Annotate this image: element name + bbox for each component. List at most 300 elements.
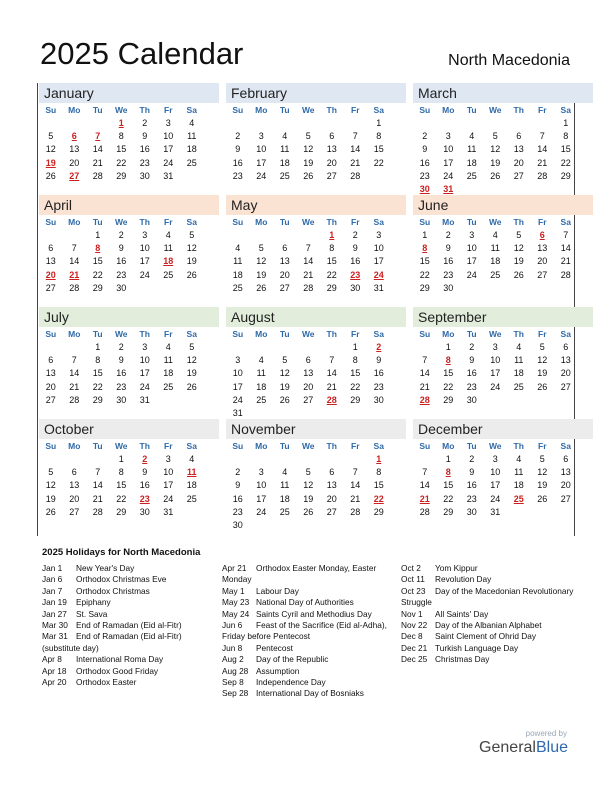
day-cell[interactable]: 22 bbox=[373, 493, 384, 504]
day-cell[interactable]: 10 bbox=[256, 480, 267, 491]
day-cell[interactable]: 11 bbox=[186, 467, 197, 478]
day-cell[interactable]: 21 bbox=[326, 381, 337, 392]
day-cell[interactable]: 16 bbox=[232, 493, 243, 504]
day-cell[interactable]: 17 bbox=[256, 493, 267, 504]
day-cell[interactable]: 8 bbox=[563, 131, 569, 142]
day-cell[interactable]: 1 bbox=[329, 230, 335, 240]
day-cell[interactable]: 28 bbox=[560, 269, 571, 280]
day-cell[interactable]: 7 bbox=[539, 131, 545, 142]
day-cell[interactable]: 12 bbox=[45, 480, 56, 491]
day-cell[interactable]: 6 bbox=[539, 230, 545, 240]
day-cell[interactable]: 18 bbox=[466, 157, 477, 168]
day-cell[interactable]: 16 bbox=[443, 256, 454, 267]
day-cell[interactable]: 1 bbox=[563, 118, 569, 128]
day-cell[interactable]: 12 bbox=[303, 480, 314, 491]
day-cell[interactable]: 5 bbox=[305, 467, 311, 478]
day-cell[interactable]: 19 bbox=[256, 269, 267, 280]
day-cell[interactable]: 3 bbox=[142, 342, 148, 352]
day-cell[interactable]: 18 bbox=[256, 381, 267, 392]
day-cell[interactable]: 28 bbox=[537, 170, 548, 181]
day-cell[interactable]: 7 bbox=[563, 230, 569, 240]
day-cell[interactable]: 4 bbox=[282, 131, 288, 142]
day-cell[interactable]: 29 bbox=[373, 506, 384, 517]
day-cell[interactable]: 12 bbox=[256, 256, 267, 267]
day-cell[interactable]: 14 bbox=[69, 256, 80, 267]
day-cell[interactable]: 19 bbox=[537, 480, 548, 491]
day-cell[interactable]: 13 bbox=[279, 256, 290, 267]
day-cell[interactable]: 12 bbox=[537, 467, 548, 478]
day-cell[interactable]: 27 bbox=[326, 170, 337, 181]
day-cell[interactable]: 15 bbox=[116, 144, 127, 155]
day-cell[interactable]: 31 bbox=[163, 170, 174, 181]
day-cell[interactable]: 10 bbox=[139, 355, 150, 366]
day-cell[interactable]: 29 bbox=[116, 170, 127, 181]
day-cell[interactable]: 6 bbox=[516, 131, 522, 142]
day-cell[interactable]: 19 bbox=[45, 157, 56, 168]
day-cell[interactable]: 28 bbox=[69, 282, 80, 293]
day-cell[interactable]: 12 bbox=[279, 368, 290, 379]
day-cell[interactable]: 4 bbox=[258, 355, 264, 366]
day-cell[interactable]: 17 bbox=[490, 480, 501, 491]
day-cell[interactable]: 12 bbox=[513, 243, 524, 254]
day-cell[interactable]: 16 bbox=[116, 368, 127, 379]
day-cell[interactable]: 5 bbox=[539, 454, 545, 464]
day-cell[interactable]: 7 bbox=[422, 355, 428, 366]
day-cell[interactable]: 21 bbox=[350, 493, 361, 504]
day-cell[interactable]: 24 bbox=[163, 157, 174, 168]
day-cell[interactable]: 4 bbox=[469, 131, 475, 142]
day-cell[interactable]: 24 bbox=[163, 493, 174, 504]
day-cell[interactable]: 6 bbox=[563, 342, 569, 352]
day-cell[interactable]: 15 bbox=[443, 480, 454, 491]
day-cell[interactable]: 5 bbox=[48, 467, 54, 478]
day-cell[interactable]: 14 bbox=[560, 243, 571, 254]
day-cell[interactable]: 3 bbox=[165, 454, 171, 464]
day-cell[interactable]: 13 bbox=[560, 355, 571, 366]
day-cell[interactable]: 12 bbox=[490, 144, 501, 155]
day-cell[interactable]: 26 bbox=[513, 269, 524, 280]
day-cell[interactable]: 8 bbox=[376, 467, 382, 478]
day-cell[interactable]: 16 bbox=[419, 157, 430, 168]
day-cell[interactable]: 9 bbox=[118, 355, 124, 366]
day-cell[interactable]: 1 bbox=[118, 454, 124, 464]
day-cell[interactable]: 8 bbox=[445, 467, 451, 478]
day-cell[interactable]: 11 bbox=[280, 144, 290, 155]
day-cell[interactable]: 28 bbox=[326, 394, 337, 405]
day-cell[interactable]: 21 bbox=[92, 157, 103, 168]
day-cell[interactable]: 26 bbox=[256, 282, 267, 293]
day-cell[interactable]: 20 bbox=[326, 157, 337, 168]
day-cell[interactable]: 30 bbox=[373, 394, 384, 405]
day-cell[interactable]: 22 bbox=[443, 493, 454, 504]
day-cell[interactable]: 12 bbox=[45, 144, 56, 155]
day-cell[interactable]: 16 bbox=[232, 157, 243, 168]
day-cell[interactable]: 22 bbox=[92, 381, 103, 392]
day-cell[interactable]: 2 bbox=[376, 342, 382, 352]
day-cell[interactable]: 28 bbox=[69, 394, 80, 405]
day-cell[interactable]: 17 bbox=[373, 256, 384, 267]
day-cell[interactable]: 23 bbox=[116, 269, 127, 280]
day-cell[interactable]: 22 bbox=[116, 157, 127, 168]
day-cell[interactable]: 20 bbox=[513, 157, 524, 168]
day-cell[interactable]: 24 bbox=[139, 381, 150, 392]
day-cell[interactable]: 14 bbox=[92, 144, 103, 155]
day-cell[interactable]: 13 bbox=[326, 144, 337, 155]
day-cell[interactable]: 23 bbox=[139, 157, 150, 168]
day-cell[interactable]: 30 bbox=[139, 506, 150, 517]
day-cell[interactable]: 28 bbox=[350, 170, 361, 181]
day-cell[interactable]: 9 bbox=[235, 480, 241, 491]
day-cell[interactable]: 30 bbox=[419, 183, 430, 194]
day-cell[interactable]: 19 bbox=[186, 368, 197, 379]
day-cell[interactable]: 27 bbox=[303, 394, 314, 405]
day-cell[interactable]: 22 bbox=[560, 157, 571, 168]
day-cell[interactable]: 2 bbox=[445, 230, 451, 240]
day-cell[interactable]: 24 bbox=[256, 170, 267, 181]
day-cell[interactable]: 19 bbox=[537, 368, 548, 379]
day-cell[interactable]: 3 bbox=[235, 355, 241, 366]
day-cell[interactable]: 5 bbox=[48, 131, 54, 142]
day-cell[interactable]: 18 bbox=[186, 144, 197, 155]
day-cell[interactable]: 26 bbox=[186, 381, 197, 392]
day-cell[interactable]: 22 bbox=[350, 381, 361, 392]
day-cell[interactable]: 10 bbox=[443, 144, 454, 155]
day-cell[interactable]: 23 bbox=[466, 493, 477, 504]
day-cell[interactable]: 31 bbox=[373, 282, 384, 293]
day-cell[interactable]: 28 bbox=[92, 506, 103, 517]
day-cell[interactable]: 16 bbox=[350, 256, 361, 267]
day-cell[interactable]: 26 bbox=[303, 170, 314, 181]
day-cell[interactable]: 1 bbox=[376, 118, 382, 128]
day-cell[interactable]: 15 bbox=[116, 480, 127, 491]
day-cell[interactable]: 25 bbox=[490, 269, 501, 280]
day-cell[interactable]: 6 bbox=[48, 355, 54, 366]
day-cell[interactable]: 10 bbox=[232, 368, 243, 379]
brand-logo[interactable] bbox=[479, 739, 568, 757]
day-cell[interactable]: 27 bbox=[279, 282, 290, 293]
day-cell[interactable]: 7 bbox=[422, 467, 428, 478]
day-cell[interactable]: 5 bbox=[189, 342, 195, 352]
day-cell[interactable]: 7 bbox=[305, 243, 311, 254]
day-cell[interactable]: 17 bbox=[163, 480, 174, 491]
day-cell[interactable]: 24 bbox=[256, 506, 267, 517]
day-cell[interactable]: 29 bbox=[116, 506, 127, 517]
day-cell[interactable]: 13 bbox=[326, 480, 337, 491]
day-cell[interactable]: 18 bbox=[186, 480, 197, 491]
day-cell[interactable]: 27 bbox=[45, 394, 56, 405]
day-cell[interactable]: 25 bbox=[513, 381, 524, 392]
day-cell[interactable]: 21 bbox=[537, 157, 548, 168]
day-cell[interactable]: 1 bbox=[118, 118, 124, 128]
day-cell[interactable]: 2 bbox=[235, 131, 241, 142]
day-cell[interactable]: 10 bbox=[373, 243, 384, 254]
day-cell[interactable]: 28 bbox=[92, 170, 103, 181]
day-cell[interactable]: 27 bbox=[560, 493, 571, 504]
day-cell[interactable]: 7 bbox=[95, 131, 101, 142]
day-cell[interactable]: 11 bbox=[187, 131, 197, 142]
day-cell[interactable]: 22 bbox=[419, 269, 430, 280]
day-cell[interactable]: 17 bbox=[232, 381, 243, 392]
day-cell[interactable]: 14 bbox=[303, 256, 314, 267]
day-cell[interactable]: 22 bbox=[326, 269, 337, 280]
day-cell[interactable]: 7 bbox=[352, 131, 358, 142]
day-cell[interactable]: 5 bbox=[539, 342, 545, 352]
day-cell[interactable]: 15 bbox=[443, 368, 454, 379]
day-cell[interactable]: 31 bbox=[139, 394, 150, 405]
day-cell[interactable]: 23 bbox=[466, 381, 477, 392]
day-cell[interactable]: 15 bbox=[92, 256, 103, 267]
day-cell[interactable]: 27 bbox=[560, 381, 571, 392]
day-cell[interactable]: 28 bbox=[419, 394, 430, 405]
day-cell[interactable]: 30 bbox=[232, 519, 243, 530]
day-cell[interactable]: 31 bbox=[232, 407, 243, 418]
day-cell[interactable]: 25 bbox=[279, 170, 290, 181]
day-cell[interactable]: 20 bbox=[279, 269, 290, 280]
day-cell[interactable]: 3 bbox=[258, 467, 264, 478]
day-cell[interactable]: 21 bbox=[303, 269, 314, 280]
day-cell[interactable]: 12 bbox=[537, 355, 548, 366]
day-cell[interactable]: 18 bbox=[163, 256, 174, 267]
day-cell[interactable]: 16 bbox=[466, 480, 477, 491]
day-cell[interactable]: 3 bbox=[142, 230, 148, 240]
day-cell[interactable]: 10 bbox=[139, 243, 150, 254]
day-cell[interactable]: 22 bbox=[373, 157, 384, 168]
day-cell[interactable]: 18 bbox=[513, 368, 524, 379]
day-cell[interactable]: 2 bbox=[352, 230, 358, 240]
day-cell[interactable]: 26 bbox=[45, 506, 56, 517]
day-cell[interactable]: 20 bbox=[45, 269, 56, 280]
day-cell[interactable]: 22 bbox=[116, 493, 127, 504]
day-cell[interactable]: 19 bbox=[45, 493, 56, 504]
day-cell[interactable]: 11 bbox=[467, 144, 477, 155]
day-cell[interactable]: 3 bbox=[258, 131, 264, 142]
day-cell[interactable]: 21 bbox=[92, 493, 103, 504]
day-cell[interactable]: 13 bbox=[560, 467, 571, 478]
day-cell[interactable]: 20 bbox=[45, 381, 56, 392]
day-cell[interactable]: 30 bbox=[466, 506, 477, 517]
day-cell[interactable]: 25 bbox=[256, 394, 267, 405]
day-cell[interactable]: 17 bbox=[139, 256, 150, 267]
day-cell[interactable]: 10 bbox=[490, 467, 501, 478]
day-cell[interactable]: 3 bbox=[492, 342, 498, 352]
day-cell[interactable]: 6 bbox=[48, 243, 54, 254]
day-cell[interactable]: 1 bbox=[445, 342, 451, 352]
day-cell[interactable]: 24 bbox=[373, 269, 384, 280]
day-cell[interactable]: 14 bbox=[69, 368, 80, 379]
day-cell[interactable]: 20 bbox=[560, 368, 571, 379]
day-cell[interactable]: 30 bbox=[466, 394, 477, 405]
day-cell[interactable]: 25 bbox=[186, 493, 197, 504]
day-cell[interactable]: 27 bbox=[513, 170, 524, 181]
day-cell[interactable]: 31 bbox=[490, 506, 501, 517]
day-cell[interactable]: 21 bbox=[350, 157, 361, 168]
day-cell[interactable]: 28 bbox=[350, 506, 361, 517]
day-cell[interactable]: 9 bbox=[352, 243, 358, 254]
day-cell[interactable]: 29 bbox=[560, 170, 571, 181]
day-cell[interactable]: 26 bbox=[279, 394, 290, 405]
day-cell[interactable]: 6 bbox=[282, 243, 288, 254]
day-cell[interactable]: 29 bbox=[326, 282, 337, 293]
day-cell[interactable]: 2 bbox=[118, 230, 124, 240]
day-cell[interactable]: 7 bbox=[95, 467, 101, 478]
day-cell[interactable]: 24 bbox=[490, 493, 501, 504]
day-cell[interactable]: 2 bbox=[142, 118, 148, 128]
day-cell[interactable]: 3 bbox=[445, 131, 451, 142]
day-cell[interactable]: 25 bbox=[513, 493, 524, 504]
day-cell[interactable]: 4 bbox=[282, 467, 288, 478]
day-cell[interactable]: 17 bbox=[139, 368, 150, 379]
day-cell[interactable]: 17 bbox=[163, 144, 174, 155]
day-cell[interactable]: 5 bbox=[492, 131, 498, 142]
day-cell[interactable]: 8 bbox=[118, 131, 124, 142]
day-cell[interactable]: 5 bbox=[258, 243, 264, 254]
day-cell[interactable]: 2 bbox=[142, 454, 148, 464]
day-cell[interactable]: 9 bbox=[142, 467, 148, 478]
day-cell[interactable]: 6 bbox=[329, 467, 335, 478]
day-cell[interactable]: 4 bbox=[235, 243, 241, 254]
day-cell[interactable]: 9 bbox=[445, 243, 451, 254]
day-cell[interactable]: 13 bbox=[69, 480, 80, 491]
day-cell[interactable]: 18 bbox=[513, 480, 524, 491]
day-cell[interactable]: 10 bbox=[163, 467, 174, 478]
day-cell[interactable]: 20 bbox=[69, 157, 80, 168]
day-cell[interactable]: 19 bbox=[186, 256, 197, 267]
day-cell[interactable]: 23 bbox=[232, 506, 243, 517]
day-cell[interactable]: 7 bbox=[352, 467, 358, 478]
day-cell[interactable]: 24 bbox=[232, 394, 243, 405]
day-cell[interactable]: 15 bbox=[373, 480, 384, 491]
day-cell[interactable]: 9 bbox=[235, 144, 241, 155]
day-cell[interactable]: 4 bbox=[165, 342, 171, 352]
day-cell[interactable]: 29 bbox=[443, 394, 454, 405]
day-cell[interactable]: 8 bbox=[376, 131, 382, 142]
day-cell[interactable]: 23 bbox=[232, 170, 243, 181]
day-cell[interactable]: 6 bbox=[563, 454, 569, 464]
day-cell[interactable]: 1 bbox=[95, 342, 101, 352]
day-cell[interactable]: 21 bbox=[69, 269, 80, 280]
day-cell[interactable]: 29 bbox=[443, 506, 454, 517]
day-cell[interactable]: 4 bbox=[189, 118, 195, 128]
day-cell[interactable]: 25 bbox=[163, 381, 174, 392]
day-cell[interactable]: 24 bbox=[490, 381, 501, 392]
day-cell[interactable]: 23 bbox=[116, 381, 127, 392]
day-cell[interactable]: 20 bbox=[326, 493, 337, 504]
day-cell[interactable]: 11 bbox=[163, 243, 173, 254]
day-cell[interactable]: 4 bbox=[516, 342, 522, 352]
day-cell[interactable]: 29 bbox=[350, 394, 361, 405]
day-cell[interactable]: 31 bbox=[443, 183, 454, 194]
day-cell[interactable]: 18 bbox=[163, 368, 174, 379]
day-cell[interactable]: 23 bbox=[443, 269, 454, 280]
day-cell[interactable]: 1 bbox=[445, 454, 451, 464]
day-cell[interactable]: 25 bbox=[186, 157, 197, 168]
day-cell[interactable]: 15 bbox=[326, 256, 337, 267]
day-cell[interactable]: 26 bbox=[186, 269, 197, 280]
day-cell[interactable]: 9 bbox=[422, 144, 428, 155]
day-cell[interactable]: 1 bbox=[352, 342, 358, 352]
day-cell[interactable]: 14 bbox=[537, 144, 548, 155]
day-cell[interactable]: 14 bbox=[350, 144, 361, 155]
day-cell[interactable]: 8 bbox=[422, 243, 428, 254]
day-cell[interactable]: 19 bbox=[303, 157, 314, 168]
day-cell[interactable]: 14 bbox=[419, 368, 430, 379]
day-cell[interactable]: 25 bbox=[232, 282, 243, 293]
day-cell[interactable]: 21 bbox=[560, 256, 571, 267]
day-cell[interactable]: 27 bbox=[326, 506, 337, 517]
day-cell[interactable]: 5 bbox=[305, 131, 311, 142]
day-cell[interactable]: 13 bbox=[45, 368, 56, 379]
day-cell[interactable]: 12 bbox=[303, 144, 314, 155]
day-cell[interactable]: 16 bbox=[466, 368, 477, 379]
day-cell[interactable]: 21 bbox=[419, 381, 430, 392]
day-cell[interactable]: 8 bbox=[95, 243, 101, 254]
day-cell[interactable]: 7 bbox=[71, 355, 77, 366]
day-cell[interactable]: 19 bbox=[279, 381, 290, 392]
day-cell[interactable]: 8 bbox=[445, 355, 451, 366]
day-cell[interactable]: 3 bbox=[165, 118, 171, 128]
day-cell[interactable]: 28 bbox=[303, 282, 314, 293]
day-cell[interactable]: 13 bbox=[45, 256, 56, 267]
day-cell[interactable]: 11 bbox=[490, 243, 500, 254]
day-cell[interactable]: 2 bbox=[422, 131, 428, 142]
day-cell[interactable]: 9 bbox=[142, 131, 148, 142]
day-cell[interactable]: 10 bbox=[490, 355, 501, 366]
day-cell[interactable]: 4 bbox=[492, 230, 498, 240]
day-cell[interactable]: 25 bbox=[163, 269, 174, 280]
day-cell[interactable]: 9 bbox=[118, 243, 124, 254]
day-cell[interactable]: 23 bbox=[373, 381, 384, 392]
day-cell[interactable]: 20 bbox=[69, 493, 80, 504]
day-cell[interactable]: 16 bbox=[373, 368, 384, 379]
day-cell[interactable]: 30 bbox=[116, 282, 127, 293]
day-cell[interactable]: 20 bbox=[560, 480, 571, 491]
day-cell[interactable]: 27 bbox=[537, 269, 548, 280]
day-cell[interactable]: 4 bbox=[189, 454, 195, 464]
day-cell[interactable]: 5 bbox=[516, 230, 522, 240]
day-cell[interactable]: 6 bbox=[305, 355, 311, 366]
day-cell[interactable]: 14 bbox=[92, 480, 103, 491]
day-cell[interactable]: 15 bbox=[560, 144, 571, 155]
day-cell[interactable]: 31 bbox=[163, 506, 174, 517]
day-cell[interactable]: 13 bbox=[513, 144, 524, 155]
day-cell[interactable]: 3 bbox=[376, 230, 382, 240]
day-cell[interactable]: 29 bbox=[92, 394, 103, 405]
day-cell[interactable]: 15 bbox=[419, 256, 430, 267]
day-cell[interactable]: 30 bbox=[350, 282, 361, 293]
day-cell[interactable]: 13 bbox=[303, 368, 314, 379]
day-cell[interactable]: 14 bbox=[419, 480, 430, 491]
day-cell[interactable]: 18 bbox=[490, 256, 501, 267]
day-cell[interactable]: 7 bbox=[329, 355, 335, 366]
day-cell[interactable]: 8 bbox=[95, 355, 101, 366]
day-cell[interactable]: 27 bbox=[69, 506, 80, 517]
day-cell[interactable]: 9 bbox=[469, 467, 475, 478]
day-cell[interactable]: 6 bbox=[71, 131, 77, 142]
day-cell[interactable]: 25 bbox=[279, 506, 290, 517]
day-cell[interactable]: 11 bbox=[256, 368, 266, 379]
day-cell[interactable]: 20 bbox=[537, 256, 548, 267]
day-cell[interactable]: 2 bbox=[118, 342, 124, 352]
day-cell[interactable]: 23 bbox=[419, 170, 430, 181]
day-cell[interactable]: 9 bbox=[469, 355, 475, 366]
day-cell[interactable]: 17 bbox=[466, 256, 477, 267]
day-cell[interactable]: 4 bbox=[165, 230, 171, 240]
day-cell[interactable]: 28 bbox=[419, 506, 430, 517]
day-cell[interactable]: 8 bbox=[352, 355, 358, 366]
day-cell[interactable]: 6 bbox=[329, 131, 335, 142]
day-cell[interactable]: 17 bbox=[443, 157, 454, 168]
day-cell[interactable]: 21 bbox=[69, 381, 80, 392]
